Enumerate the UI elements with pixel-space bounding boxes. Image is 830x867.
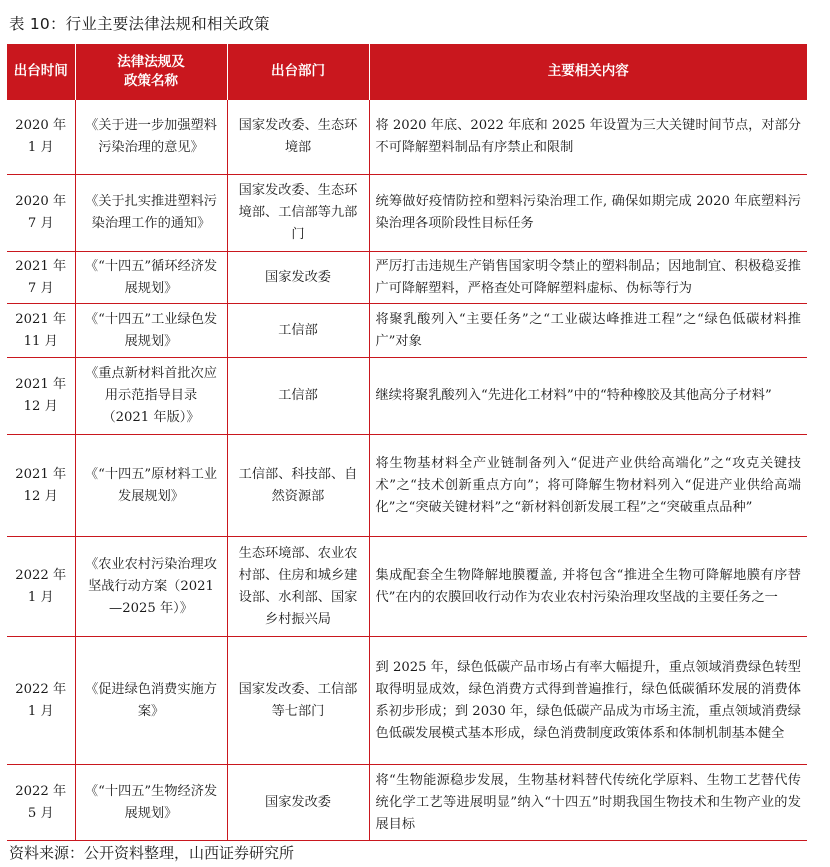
cell-policy-name: 《关于扎实推进塑料污染治理工作的通知》 [75,175,227,252]
cell-content: 统筹做好疫情防控和塑料污染治理工作, 确保如期完成 2020 年底塑料污染治理各项阶段性目标任务 [369,175,807,252]
table-row [7,252,807,304]
cell-policy-name: 《“十四五”生物经济发展规划》 [75,765,227,841]
table-row [7,537,807,637]
table-row [7,435,807,537]
header-department: 出台部门 [227,44,369,100]
cell-date: 2021 年 11 月 [7,304,75,358]
header-policy-name: 法律法规及 政策名称 [75,44,227,100]
cell-department: 工信部、科技部、自然资源部 [227,435,369,537]
cell-policy-name: 《“十四五”原材料工业发展规划》 [75,435,227,537]
table-header-row [7,44,807,100]
cell-date: 2021 年 12 月 [7,435,75,537]
cell-department: 国家发改委 [227,765,369,841]
header-content: 主要相关内容 [369,44,807,100]
source-note: 资料来源：公开资料整理，山西证券研究所 [9,844,295,862]
cell-department: 生态环境部、农业农村部、住房和城乡建设部、水利部、国家乡村振兴局 [227,537,369,637]
cell-content: 将聚乳酸列入“主要任务”之“工业碳达峰推进工程”之“绿色低碳材料推广”对象 [369,304,807,358]
cell-content: 将生物基材料全产业链制备列入“促进产业供给高端化”之“攻克关键技术”之“技术创新重点方向”；将可降解生物材料列入“促进产业供给高端化”之“突破关键材料”之“新材料创新发展工程”之“突破重点品种” [369,435,807,537]
cell-policy-name: 《促进绿色消费实施方案》 [75,637,227,765]
table-row [7,100,807,175]
table-row [7,637,807,765]
table-row [7,765,807,841]
cell-date: 2021 年 7 月 [7,252,75,304]
cell-department: 国家发改委、生态环境部 [227,100,369,175]
header-date: 出台时间 [7,44,75,100]
table-row [7,304,807,358]
cell-content: 将 2020 年底、2022 年底和 2025 年设置为三大关键时间节点，对部分不可降解塑料制品有序禁止和限制 [369,100,807,175]
table-row [7,175,807,252]
policy-table [7,44,807,841]
cell-department: 工信部 [227,304,369,358]
cell-department: 工信部 [227,358,369,435]
cell-content: 集成配套全生物降解地膜覆盖, 并将包含“推进全生物可降解地膜有序替代”在内的农膜回收行动作为农业农村污染治理攻坚战的主要任务之一 [369,537,807,637]
cell-department: 国家发改委、生态环境部、工信部等九部门 [227,175,369,252]
table-row [7,358,807,435]
cell-policy-name: 《重点新材料首批次应用示范指导目录（2021 年版）》 [75,358,227,435]
cell-date: 2021 年 12 月 [7,358,75,435]
cell-content: 继续将聚乳酸列入“先进化工材料”中的“特种橡胶及其他高分子材料” [369,358,807,435]
cell-policy-name: 《“十四五”循环经济发展规划》 [75,252,227,304]
cell-date: 2022 年 5 月 [7,765,75,841]
cell-policy-name: 《“十四五”工业绿色发展规划》 [75,304,227,358]
cell-department: 国家发改委 [227,252,369,304]
cell-policy-name: 《农业农村污染治理攻坚战行动方案（2021—2025 年）》 [75,537,227,637]
cell-date: 2022 年 1 月 [7,637,75,765]
cell-content: 到 2025 年，绿色低碳产品市场占有率大幅提升，重点领域消费绿色转型取得明显成效，绿色消费方式得到普遍推行，绿色低碳循环发展的消费体系初步形成；到 2030 年，绿色低碳产品成为市场主流，重点领域消费绿色低碳发展模式基本形成，绿色消费制度政策体系和体制机制基本健全 [369,637,807,765]
cell-content: 将“生物能源稳步发展，生物基材料替代传统化学原料、生物工艺替代传统化学工艺等进展明显”纳入“十四五”时期我国生物技术和生物产业的发展目标 [369,765,807,841]
cell-department: 国家发改委、工信部等七部门 [227,637,369,765]
cell-content: 严厉打击违规生产销售国家明令禁止的塑料制品；因地制宜、积极稳妥推广可降解塑料，严格查处可降解塑料虚标、伪标等行为 [369,252,807,304]
cell-date: 2022 年 1 月 [7,537,75,637]
cell-date: 2020 年 7 月 [7,175,75,252]
cell-policy-name: 《关于进一步加强塑料污染治理的意见》 [75,100,227,175]
cell-date: 2020 年 1 月 [7,100,75,175]
table-caption: 表 10：行业主要法律法规和相关政策 [9,15,270,33]
